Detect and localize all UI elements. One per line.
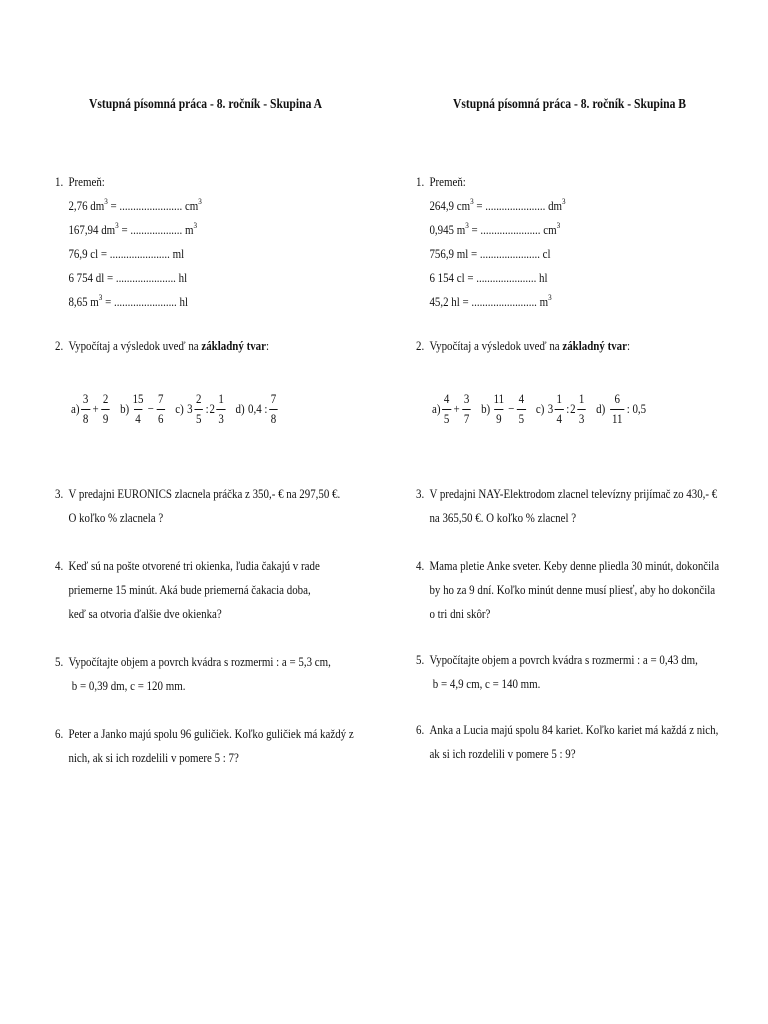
question-5-b: 5. Vypočítajte objem a povrch kvádra s rozmermi : a = 0,43 dm, b = 4,9 cm, c = 140 mm.	[416, 652, 698, 691]
question-2-a: 2. Vypočítaj a výsledok uveď na základný tvar:	[55, 334, 269, 358]
fraction: $\frac{1}{3}$	[578, 391, 585, 426]
conversion-row-3: 756,9 ml = ...................... cl	[429, 246, 551, 261]
question-text: Premeň:	[68, 174, 105, 189]
fraction-exercises-b: a) $\frac{4}{5}$ + $\frac{3}{7}$ b) $\frac{11}{9}$ − $\frac{4}{5}$ c) 3 $\frac{1}{4}$ : 2 $\frac{1}{3}$ d) $\frac{6}{11}$ : 0,5	[432, 391, 647, 426]
fraction: $\frac{2}{9}$	[102, 391, 109, 426]
question-2-b: 2. Vypočítaj a výsledok uveď na základný tvar:	[416, 338, 631, 353]
question-number: 1.	[55, 174, 64, 189]
fraction-exercises-a: a) $\frac{3}{8}$ + $\frac{2}{9}$ b) $\frac{15}{4}$ − $\frac{7}{6}$ c) 3 $\frac{2}{5}$ : 2 $\frac{1}{3}$ d) 0,4 : $\frac{7}{8}$	[71, 391, 277, 426]
conversion-row-3: 76,9 cl = ...................... ml	[68, 246, 185, 261]
question-6-b: 6. Anka a Lucia majú spolu 84 kariet. Koľko kariet má každá z nich, ak si ich rozdelili v pomere 5 : 9?	[416, 722, 719, 761]
question-number: 2.	[55, 338, 64, 353]
conversion-row-5: 45,2 hl = ........................ $m^3$	[429, 292, 552, 309]
question-text: Premeň:	[429, 174, 466, 189]
conversion-row-2: 0,945 $m^3$ = ...................... $cm^3$	[429, 220, 561, 237]
question-1-b	[416, 170, 566, 314]
question-4-b: 4. Mama pletie Anke sveter. Keby denne pliedla 30 minút, dokončila by ho za 9 dní. Koľko minút denne musí pliesť, aby ho dokončila o tri dni skôr?	[416, 558, 720, 621]
fraction: $\frac{7}{6}$	[158, 391, 164, 426]
question-3-b: 3. V predajni NAY-Elektrodom zlacnel televízny prijímač zo 430,- € na 365,50 €. O koľko % zlacnel ?	[416, 486, 718, 525]
fraction: $\frac{1}{3}$	[218, 391, 224, 426]
conversion-row-5: 8,65 $m^3$ = ....................... hl	[68, 292, 188, 309]
fraction: $\frac{15}{4}$	[132, 391, 144, 426]
group-a-title: Vstupná písomná práca - 8. ročník - Skupina A	[89, 96, 323, 111]
fraction: $\frac{4}{5}$	[443, 391, 450, 426]
group-b-title: Vstupná písomná práca - 8. ročník - Skupina B	[453, 96, 687, 111]
fraction: $\frac{6}{11}$	[611, 391, 623, 426]
conversion-row-1: 2,76 $dm^3$ = ....................... $cm^3$	[68, 196, 202, 213]
question-4-a: 4. Keď sú na pošte otvorené tri okienka, ľudia čakajú v rade priemerne 15 minút. Aká bude priemerná čakacia doba, keď sa otvoria ďalšie dve okienka?	[55, 558, 320, 621]
fraction: $\frac{3}{8}$	[82, 391, 89, 426]
fraction: $\frac{4}{5}$	[518, 391, 525, 426]
fraction: $\frac{1}{4}$	[556, 391, 563, 426]
fraction: $\frac{2}{5}$	[195, 391, 202, 426]
fraction: $\frac{3}{7}$	[463, 391, 470, 426]
fraction: $\frac{7}{8}$	[270, 391, 277, 426]
question-6-a: 6. Peter a Janko majú spolu 96 guličiek. Koľko guličiek má každý z nich, ak si ich rozdelili v pomere 5 : 7?	[55, 726, 354, 765]
conversion-row-4: 6 754 dl = ...................... hl	[68, 270, 188, 285]
question-number: 1.	[416, 174, 425, 189]
conversion-row-2: 167,94 $dm^3$ = ................... $m^3$	[68, 220, 198, 237]
fraction: $\frac{11}{9}$	[493, 391, 505, 426]
question-3-a: 3. V predajni EURONICS zlacnela práčka z 350,- € na 297,50 €. O koľko % zlacnela ?	[55, 486, 341, 525]
question-5-a: 5. Vypočítajte objem a povrch kvádra s rozmermi : a = 5,3 cm, b = 0,39 dm, c = 120 mm.	[55, 654, 331, 693]
conversion-row-1: 264,9 $cm^3$ = ...................... $dm^3$	[429, 196, 566, 213]
question-1-a	[55, 170, 202, 314]
conversion-row-4: 6 154 cl = ...................... hl	[429, 270, 548, 285]
